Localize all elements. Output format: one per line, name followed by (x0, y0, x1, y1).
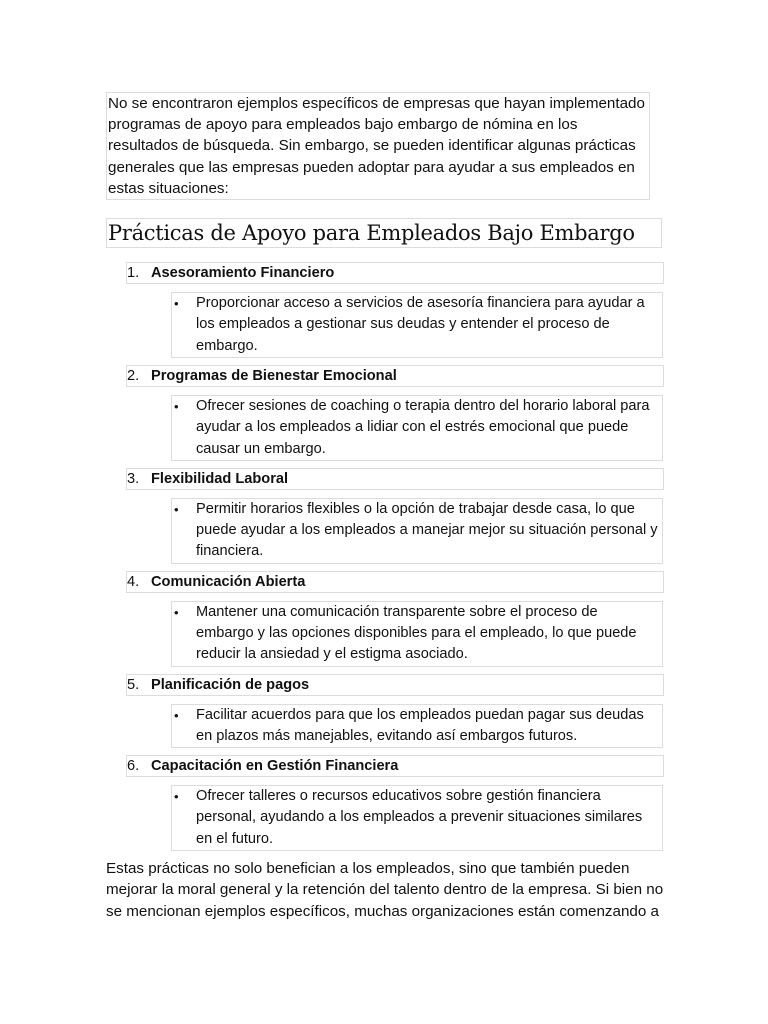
list-item (106, 674, 666, 749)
list-item (106, 365, 666, 461)
list-item-title: Planificación de pagos (151, 676, 310, 693)
list-item-detail (171, 601, 663, 667)
bullet-icon: • (174, 398, 179, 414)
intro-paragraph: No se encontraron ejemplos específicos de empresas que hayan implementado programas de apoyo para empleados bajo embargo de nómina en los resultados de búsqueda. Sin embargo, se pueden identificar algunas prácticas generales que las empresas pueden adoptar para ayudar a sus empleados en estas situaciones: (106, 92, 650, 200)
list-item-header (126, 365, 664, 387)
list-item-detail (171, 704, 663, 749)
list-item-header (126, 262, 664, 284)
list-item-detail-text: Proporcionar acceso a servicios de asesoría financiera para ayudar a los empleados a gestionar sus deudas y entender el proceso de embargo. (196, 295, 645, 354)
list-item-detail-text: Mantener una comunicación transparente sobre el proceso de embargo y las opciones disponibles para el empleado, lo que puede reducir la ansiedad y el estigma asociado. (196, 603, 637, 663)
list-item (106, 262, 666, 358)
bullet-icon: • (174, 789, 179, 805)
list-item-header (126, 755, 664, 777)
list-item-detail-text: Ofrecer talleres o recursos educativos sobre gestión financiera personal, ayudando a los empleados a prevenir situaciones similares en el futuro. (196, 788, 643, 847)
list-item-number: 3. (127, 470, 140, 487)
bullet-icon: • (174, 501, 179, 517)
list-item-header (126, 468, 664, 490)
closing-paragraph: Estas prácticas no solo benefician a los empleados, sino que también pueden mejorar la moral general y la retención del talento dentro de la empresa. Si bien no se mencionan ejemplos específicos, muchas organizaciones están comenzando a (106, 860, 664, 920)
bullet-icon: • (174, 707, 179, 723)
list-item-detail (171, 395, 663, 461)
bullet-icon: • (174, 604, 179, 620)
list-item-detail-text: Permitir horarios flexibles o la opción de trabajar desde casa, lo que puede ayudar a los empleados a manejar mejor su situación personal y financiera. (196, 500, 658, 560)
list-item-title: Comunicación Abierta (151, 573, 306, 590)
list-item-number: 5. (127, 676, 140, 693)
list-item-title: Capacitación en Gestión Financiera (151, 758, 399, 775)
list-item (106, 755, 666, 851)
list-item-title: Asesoramiento Financiero (151, 265, 335, 282)
list-item-detail (171, 292, 663, 358)
list-item-number: 6. (127, 758, 140, 775)
list-item-detail (171, 498, 663, 564)
list-item-number: 4. (127, 573, 140, 590)
bullet-icon: • (174, 296, 179, 312)
section-heading: Prácticas de Apoyo para Empleados Bajo Embargo (106, 218, 662, 248)
practices-list (106, 262, 666, 851)
list-item-number: 1. (127, 265, 140, 282)
list-item-number: 2. (127, 367, 140, 384)
list-item-detail-text: Ofrecer sesiones de coaching o terapia dentro del horario laboral para ayudar a los empleados a lidiar con el estrés emocional que puede causar un embargo. (196, 397, 650, 457)
document-page (106, 92, 666, 922)
list-item-header (126, 674, 664, 696)
list-item-header (126, 571, 664, 593)
list-item-detail-text: Facilitar acuerdos para que los empleados puedan pagar sus deudas en plazos más manejables, evitando así embargos futuros. (196, 706, 644, 744)
list-item (106, 468, 666, 564)
list-item-title: Programas de Bienestar Emocional (151, 367, 397, 384)
list-item-title: Flexibilidad Laboral (151, 470, 289, 487)
list-item (106, 571, 666, 667)
list-item-detail (171, 785, 663, 851)
